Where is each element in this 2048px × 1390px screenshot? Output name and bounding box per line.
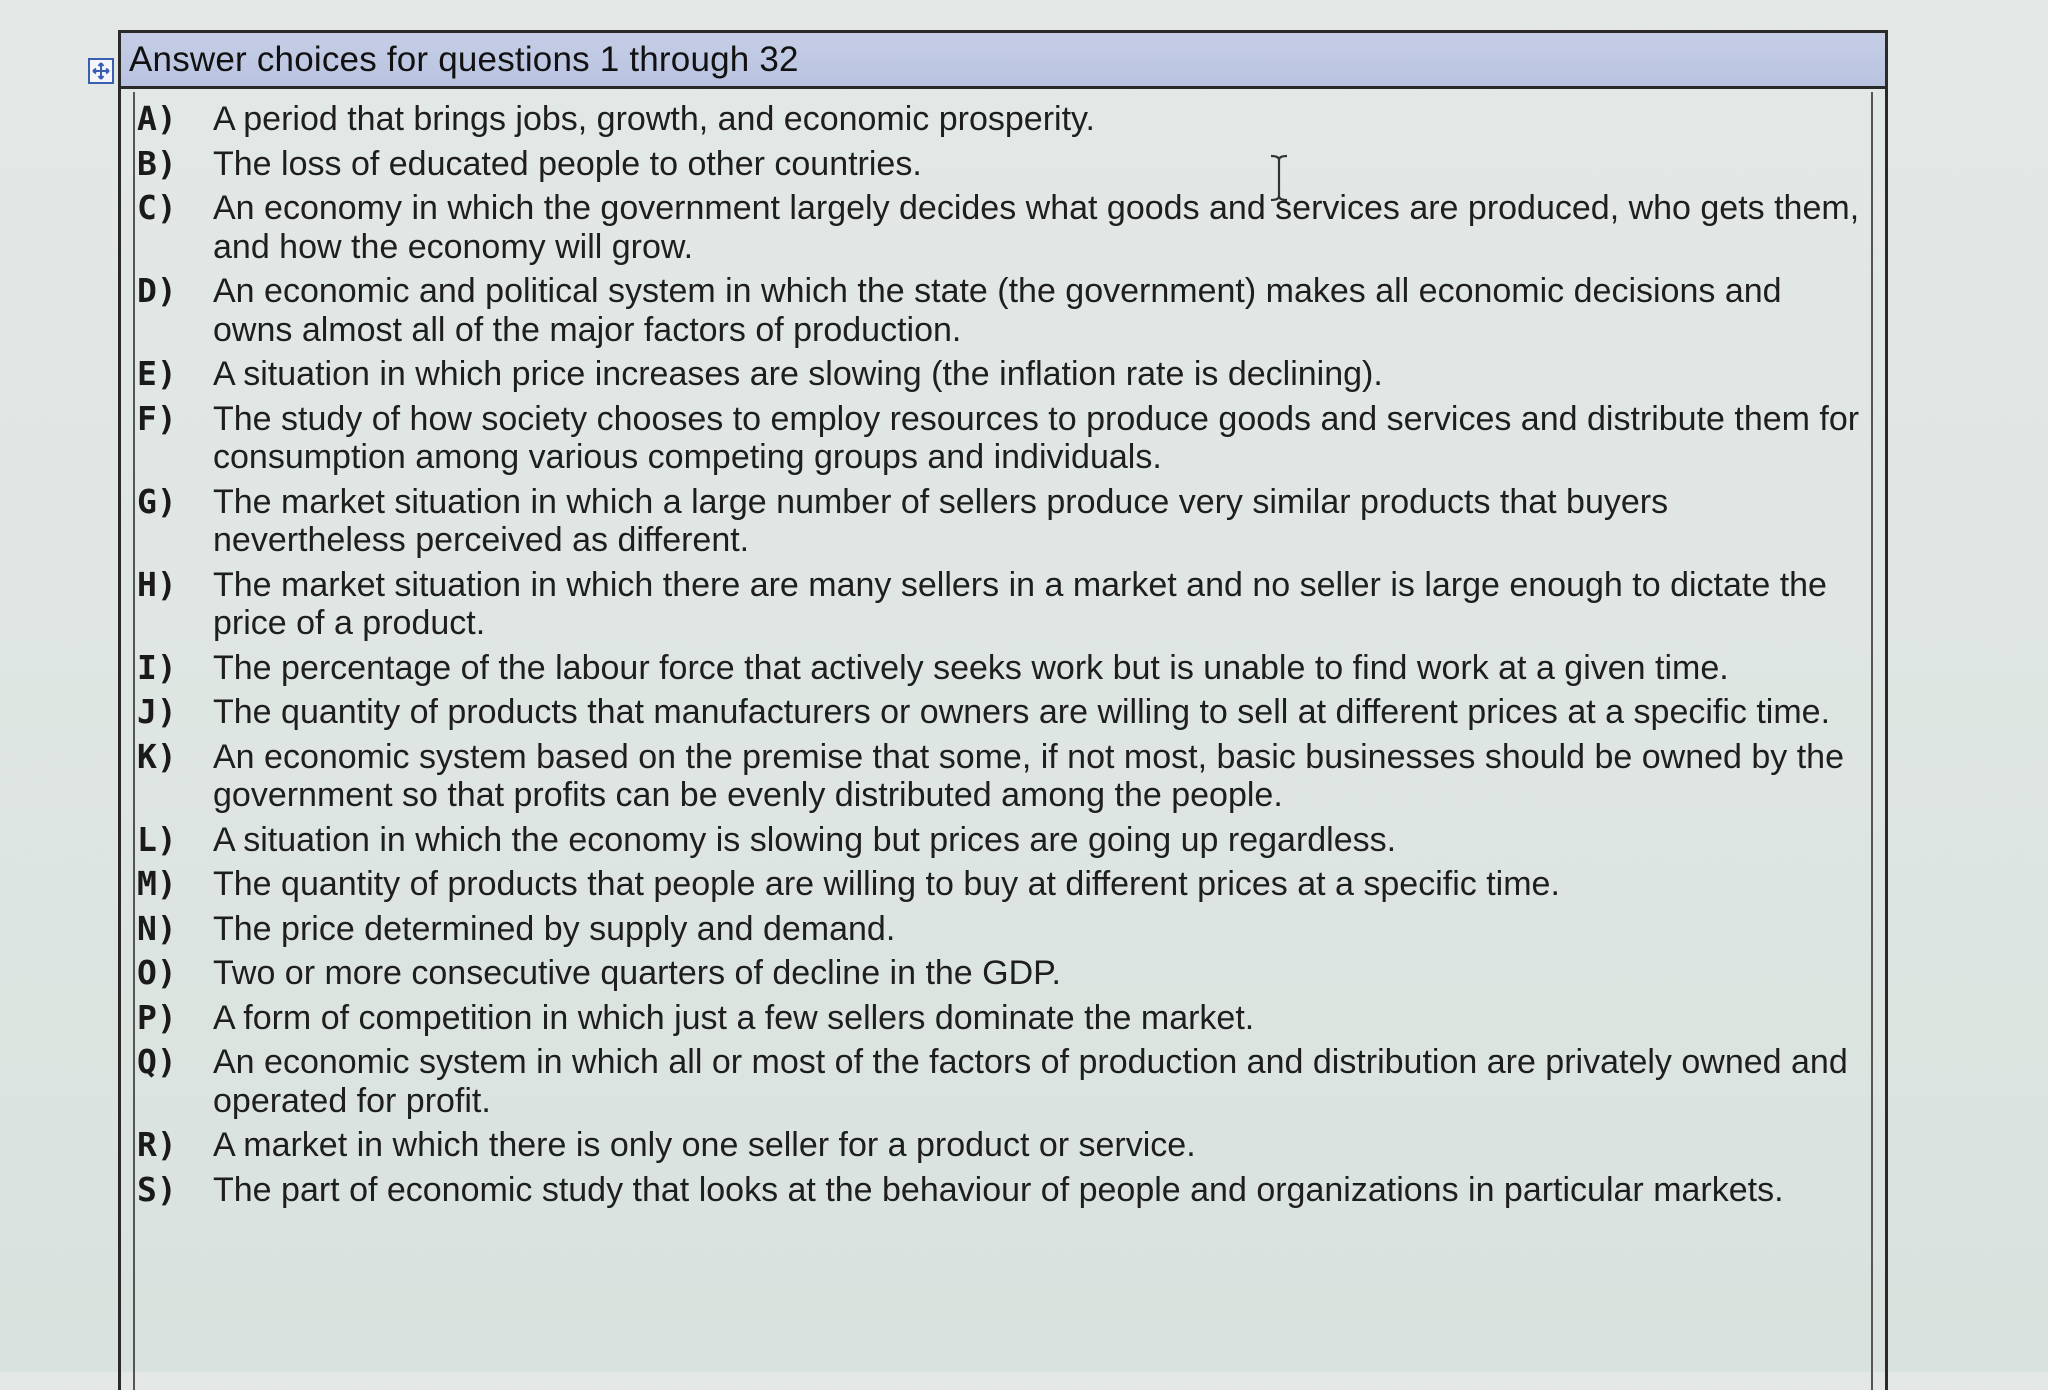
answer-choice-text: The loss of educated people to other countries. xyxy=(213,144,922,183)
answer-choice-letter: P) xyxy=(137,997,177,1037)
answer-choice-row[interactable] xyxy=(135,649,1871,688)
answer-choice-text: The study of how society chooses to employ resources to produce goods and services and distribute them for consumption among various competing groups and individuals. xyxy=(213,399,1860,476)
answer-choice-row[interactable] xyxy=(135,738,1871,815)
table-header-title: Answer choices for questions 1 through 32 xyxy=(129,39,799,79)
answer-choice-text: Two or more consecutive quarters of decline in the GDP. xyxy=(213,954,1061,992)
answer-choice-letter: S) xyxy=(137,1169,177,1209)
answer-choice-letter: R) xyxy=(137,1125,177,1164)
answer-choice-text: The percentage of the labour force that actively seeks work but is unable to find work at a given time. xyxy=(213,648,1729,687)
answer-choice-text: The market situation in which a large number of sellers produce very similar products that buyers nevertheless perceived as different. xyxy=(213,482,1669,559)
table-move-handle[interactable] xyxy=(88,58,114,84)
answer-choice-row[interactable] xyxy=(135,400,1871,477)
table-header[interactable] xyxy=(121,33,1885,89)
answer-choice-letter: F) xyxy=(137,398,177,438)
answer-choice-row[interactable] xyxy=(135,145,1871,184)
answer-choice-letter: L) xyxy=(137,819,177,859)
answer-choice-letter: B) xyxy=(137,143,177,183)
answer-choice-row[interactable] xyxy=(135,189,1871,266)
answer-choice-row[interactable] xyxy=(135,1043,1871,1120)
answer-choice-text: A period that brings jobs, growth, and economic prosperity. xyxy=(213,100,1095,138)
answer-choice-row[interactable] xyxy=(135,483,1871,560)
answer-choice-text: An economic system based on the premise that some, if not most, basic businesses should be owned by the government so that profits can be evenly distributed among the people. xyxy=(213,737,1844,814)
answer-choice-text: The quantity of products that people are willing to buy at different prices at a specific time. xyxy=(213,865,1560,903)
answer-choice-letter: K) xyxy=(137,736,177,776)
answer-choice-letter: I) xyxy=(137,647,177,687)
answer-choice-row[interactable] xyxy=(135,954,1871,993)
answer-choice-text: The market situation in which there are many sellers in a market and no seller is large enough to dictate the price of a product. xyxy=(213,565,1827,642)
answer-choice-text: An economic and political system in which the state (the government) makes all economic decisions and owns almost all of the major factors of production. xyxy=(213,272,1782,349)
table-move-icon xyxy=(92,62,110,80)
text-cursor-icon xyxy=(1267,154,1291,202)
answer-choice-row[interactable] xyxy=(135,272,1871,349)
answer-choice-text: A market in which there is only one seller for a product or service. xyxy=(213,1126,1196,1164)
answer-choice-text: The part of economic study that looks at the behaviour of people and organizations in particular markets. xyxy=(213,1170,1784,1209)
answer-choice-text: An economic system in which all or most of the factors of production and distribution are privately owned and operated for profit. xyxy=(213,1043,1848,1120)
answer-choice-row[interactable] xyxy=(135,1171,1871,1210)
answer-choice-letter: J) xyxy=(137,692,177,731)
answer-choice-row[interactable] xyxy=(135,999,1871,1038)
table-body[interactable] xyxy=(133,92,1873,1390)
answer-choice-letter: Q) xyxy=(137,1042,177,1081)
answer-choice-letter: C) xyxy=(137,188,177,227)
answer-choice-row[interactable] xyxy=(135,910,1871,949)
answer-choice-text: A situation in which price increases are slowing (the inflation rate is declining). xyxy=(213,355,1383,393)
answer-choice-row[interactable] xyxy=(135,821,1871,860)
answer-choice-row[interactable] xyxy=(135,355,1871,394)
answer-choice-text: The quantity of products that manufacturers or owners are willing to sell at different prices at a specific time. xyxy=(213,693,1831,731)
answer-choice-row[interactable] xyxy=(135,1126,1871,1165)
answer-choice-text: The price determined by supply and demand. xyxy=(213,909,896,948)
answer-choice-letter: H) xyxy=(137,564,177,604)
answer-choice-letter: E) xyxy=(137,354,177,393)
answer-choices-table xyxy=(118,30,1888,1390)
answer-choice-text: A form of competition in which just a few sellers dominate the market. xyxy=(213,998,1255,1037)
answer-choice-letter: O) xyxy=(137,953,177,992)
answer-choice-row[interactable] xyxy=(135,100,1871,139)
answer-choice-letter: N) xyxy=(137,908,177,948)
answer-choice-letter: D) xyxy=(137,271,177,310)
answer-choice-text: An economy in which the government largely decides what goods and services are produced, who gets them, and how the economy will grow. xyxy=(213,189,1860,266)
answer-choice-row[interactable] xyxy=(135,693,1871,732)
answer-choice-row[interactable] xyxy=(135,566,1871,643)
answer-choice-letter: G) xyxy=(137,481,177,521)
answer-choice-text: A situation in which the economy is slowing but prices are going up regardless. xyxy=(213,820,1397,859)
answer-choice-letter: A) xyxy=(137,99,177,138)
answer-choice-row[interactable] xyxy=(135,865,1871,904)
answer-choice-letter: M) xyxy=(137,864,177,903)
